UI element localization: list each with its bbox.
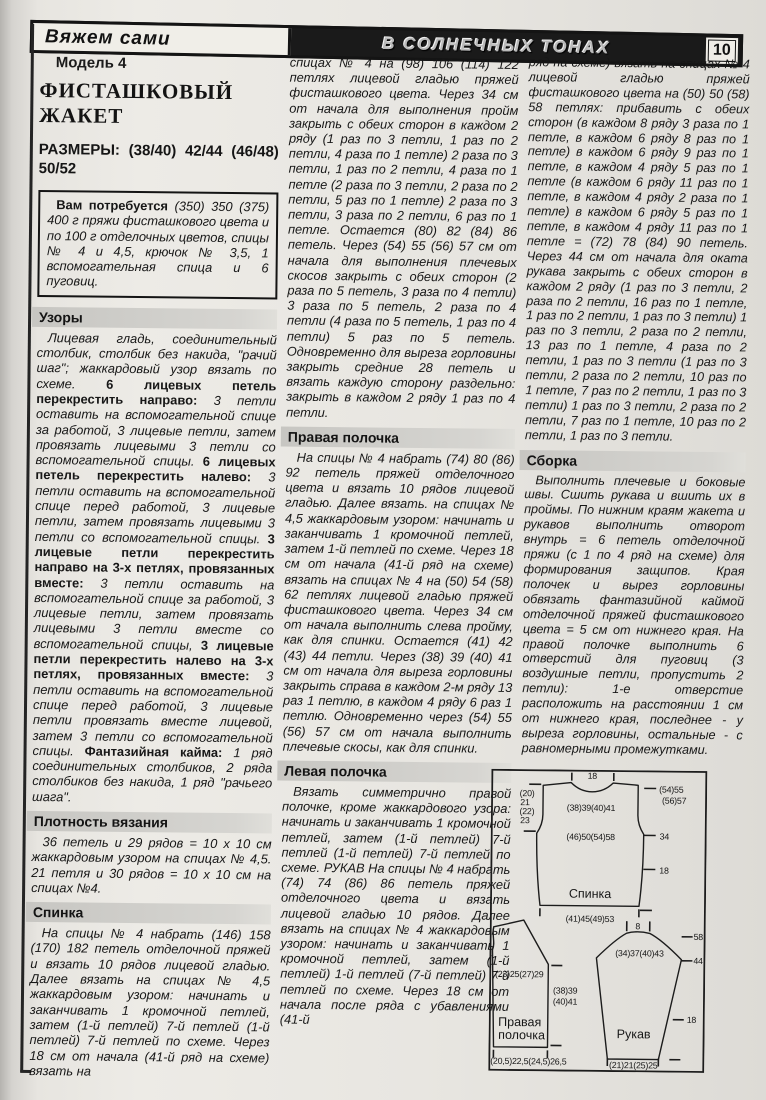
back-armhole-label-4: 23 — [520, 815, 530, 826]
back-length-total-1: (54)55 — [659, 784, 684, 795]
paragraph: Лицевая гладь, соединительный столбик, столбик без накида, "рачий шаг"; жаккардовый узор вязать по схеме. 6 лицевых петель перекрестить направо: 3 петли оставить на вспомогательной спице за работой, 3 лицевые петли, затем провязать лицевыми 3 петли со вспомогательной спицы. 6 лицевых петель перекрестить налево: 3 петли оставить на вспомогательной спице перед работой, 3 лицевые петли, затем провязать лицевыми 3 петли со вспомогательной спицы. 3 лицевые петли перекрестить направо на 3-х петлях, провязанных вместе: 3 петли оставить на вспомогательной спице за работой, 3 лицевые петли, затем провязать лицевыми 3 петли вместе со вспомогательной спицы, 3 лицевые петли перекрестить налево на 3-х петлях, провязанных вместе: 3 петли оставить на вспомогательной спице перед работой, 3 лицевые петли провязать вместе лицевой, затем 3 петли со вспомогательной спицы. Фантазийная кайма: 1 ряд соединительных столбиков, 2 ряда столбиков без накида, 1 ряд "рачьего шага". — [32, 329, 277, 805]
back-length-total-2: (56)57 — [662, 795, 687, 806]
issue-title: В СОЛНЕЧНЫХ ТОНАХ — [382, 33, 611, 58]
masthead: Вяжем сами — [33, 23, 291, 55]
back-armhole-label-2: 21 — [520, 797, 530, 808]
paragraph: На спицы № 4 набрать (74) 80 (86) 92 петель пряжей отделочного цвета и вязать 10 рядов лицевой гладью. Далее вязать. на спицах № 4,5 жаккардовым узором: начинать и заканчивать 1 кромочной петлей, затем 1-й петлей по схеме. Через 18 см от начала (41-й ряд на схеме) вязать на спицах № 4 на (50) 54 (58) 62 петлях лицевой гладью пряжей фисташкового цвета. Через 34 см от начала выполнить слева пройму, как для спинки. Остается (41) 42 (43) 44 петли. Через (38) 39 (40) 41 см от начала для выреза горловины закрыть справа в каждом 2-м ряду 13 раз 1 петлю, в каждом 4 ряду 6 раз 1 петлю. Одновременно через (54) 55 (56) 57 см от начала выполнить плечевые скосы, как для спинки. — [282, 449, 515, 756]
sleeve-width-bottom: (21)21(25)25 — [609, 1060, 658, 1071]
section-heading: Узоры — [32, 307, 277, 330]
back-length-mid: 34 — [659, 831, 670, 842]
back-armhole-label-3: (22) — [519, 806, 535, 817]
section-heading: Правая полочка — [281, 426, 515, 448]
section-heading: Сборка — [520, 450, 746, 472]
column-2 — [280, 55, 519, 1030]
paragraph: Вязать симметрично правой полочке, кроме жаккардового узора: начинать и заканчивать 1 кромочной петлей, затем (1-й петлей) 7-й петлей (1-й петлей) 7-й петлей по схеме. РУКАВ На спицы № 4 набрать (74) 74 (86) 86 петель пряжей отделочного цвета и вязать лицевой гладью 10 рядов. Далее вязать на спицах № 4 жаккардовым узором: начинать и заканчивать 1 кромочной петлей, затем (1-й петлей) 1-й петлей (7-й петлей) 7-й петлей по схеме. Через 18 см от начала после ряда с убавлениями (41-й — [279, 783, 512, 1027]
section-uzory — [32, 307, 277, 807]
sleeve-top-width: 8 — [635, 921, 641, 932]
section-levaya-polochka — [280, 761, 512, 1030]
section-plotnost — [31, 811, 272, 898]
paragraph: На спицы № 4 набрать (146) 158 (170) 182 петель отделочной пряжей и вязать 10 рядов лицевой гладью. Далее вязать на спицах № 4,5 жаккардовым узором: начинать и заканчивать 1 кромочной петлей, затем (1-й петлей) 7-й петлей (1-й петлей) 7-й петлей по схеме. Через 18 см от начала (41-й ряд на схеме) вязать на — [29, 925, 271, 1079]
section-heading: Спинка — [26, 902, 271, 925]
back-piece-name: Спинка — [568, 886, 612, 902]
page-number: 10 — [708, 39, 736, 62]
front-piece-name-1: Правая — [498, 1014, 542, 1030]
section-heading: Плотность вязания — [27, 811, 272, 834]
paragraph-continuation: ряд на схеме) вязать на спицах № 4 лицевой гладью пряжей фисташкового цвета на (50) 50 (58) 58 петлях: прибавить с обеих сторон (в каждом 8 ряду 3 раза по 1 петле, в каждом 6 ряду 8 раз по 1 петле) в каждом 6 ряду 9 раз по 1 петле, в каждом 4 ряду 5 раз по 1 петле (в каждом 6 ряду 11 раз по 1 петле, в каждом 4 ряду 2 раза по 1 петле) в каждом 6 ряду 5 раз по 1 петле, в каждом 4 ряду 11 раз по 1 петле = (72) 78 (84) 90 петель. Через 44 см от начала для оката рукава закрыть с обеих сторон в каждом 2 ряду (1 раз по 3 петли, 2 раза по 2 петли, 16 раз по 1 петле, 1 раз по 2 петли, 1 раз по 3 петли) 1 раз по 3 петли, 2 раза по 2 петли, 13 раз по 1 петле, 4 раза по 2 петли, 1 раз по 3 петли (1 раз по 3 петли, 2 раза по 2 петли, 10 раз по 1 петле, 7 раз по 2 петли, 1 раз по 3 петли) 1 раз по 3 петли, 2 раза по 2 петли, 7 раз по 1 петле, 10 раз по 2 петли, 1 раз по 3 петли. — [524, 55, 750, 444]
sizes-line: РАЗМЕРЫ: (38/40) 42/44 (46/48) 50/52 — [38, 140, 279, 178]
article-title: ФИСТАШКОВЫЙ ЖАКЕТ — [39, 77, 234, 128]
front-width-bottom: (20,5)22,5(24,5)26,5 — [490, 1055, 567, 1067]
front-edge-label-2: (40)41 — [552, 996, 578, 1007]
back-width-bottom: (41)45(49)53 — [565, 913, 615, 925]
sleeve-cap-width: (34)37(40)43 — [615, 948, 664, 959]
section-spinka — [29, 902, 271, 1080]
model-label: Модель 4 — [55, 54, 127, 72]
paragraph: Выполнить плечевые и боковые швы. Сшить рукава и вшить их в проймы. По нижним краям жакета и рукавов выполнить отворот внутрь = 6 петель отделочной пряжи (с 1 по 4 ряд на схеме) для формирования защипов. Края полочек и вырез горловины обвязать фантазийной каймой отделочной пряжей фисташкового цвета = 5 см от нижнего края. На правой полочке выполнить 6 отверстий для пуговиц (3 воздушные петли, пропустить 2 петли): 1-е отверстие расположить на расстоянии 1 см от нижнего края, последнее - у выреза горловины, остальные - с равномерными промежутками. — [521, 472, 746, 757]
paragraph: 36 петель и 29 рядов = 10 х 10 см жаккардовым узором на спицах № 4,5. 21 петля и 30 рядов = 10 х 10 см на спицах №4. — [31, 834, 272, 896]
back-neck-width-label: 18 — [587, 770, 598, 781]
sleeve-len-low: 18 — [686, 1014, 697, 1025]
front-piece-name-2: полочка — [498, 1027, 546, 1043]
column-3 — [522, 55, 750, 758]
back-width-chest: (46)50(54)58 — [566, 831, 615, 843]
sleeve-piece-name: Рукав — [616, 1027, 651, 1042]
back-length-low: 18 — [659, 865, 669, 876]
section-sborka — [522, 450, 746, 759]
back-length-dashes — [640, 788, 656, 910]
column-1 — [29, 76, 279, 1081]
sleeve-len-mid: 44 — [693, 955, 703, 966]
pattern-schematic — [488, 769, 707, 1073]
materials-box: Вам потребуется (350) 350 (375) 400 г пряжи фисташкового цвета и по 100 г отделочных цветов, спицы № 4 и 4,5, крючок № 3,5, 1 вспомогательная спица и 6 пуговиц. — [37, 190, 278, 299]
paragraph-continuation: спицах № 4 на (98) 106 (114) 122 петлях лицевой гладью пряжей фисташкового цвета. Через 34 см от начала для выполнения пройм закрыть с обеих сторон в каждом 2 ряду (1 раз по 3 петли, 1 раз по 2 петли, 4 раза по 1 петле) 2 раза по 3 петли, 1 раз по 2 петли, 4 раза по 1 петле (2 раза по 3 петли, 2 раза по 2 петли, 5 раз по 1 петле) 2 раза по 3 петли, 3 раза по 2 петли, 6 раз по 1 петле. Остается (80) 82 (84) 86 петель. Через (54) 55 (56) 57 см от начала для выполнения плечевых скосов закрыть с обеих сторон (2 раза по 5 петель, 3 раза по 4 петли) 3 раза по 5 петель, 2 раза по 4 петли (4 раза по 5 петель, 1 раз по 4 петли) 5 раз по 5 петель. Одновременно для выреза горловины закрыть средние 28 петель и вязать каждую сторону раздельно: закрыть в каждом 2 ряду 1 раз по 4 петли. — [286, 54, 519, 420]
schematic-svg — [488, 769, 707, 1073]
sleeve-len-total: 58 — [693, 931, 704, 942]
back-width-upper: (38)39(40)41 — [566, 802, 616, 814]
section-pravaya-polochka — [283, 426, 515, 755]
back-armhole-label-1: (20) — [519, 788, 535, 799]
front-width-top: (23)25(27)29 — [494, 968, 544, 980]
front-edge-label-1: (38)39 — [553, 985, 578, 996]
section-heading: Левая полочка — [277, 760, 511, 782]
